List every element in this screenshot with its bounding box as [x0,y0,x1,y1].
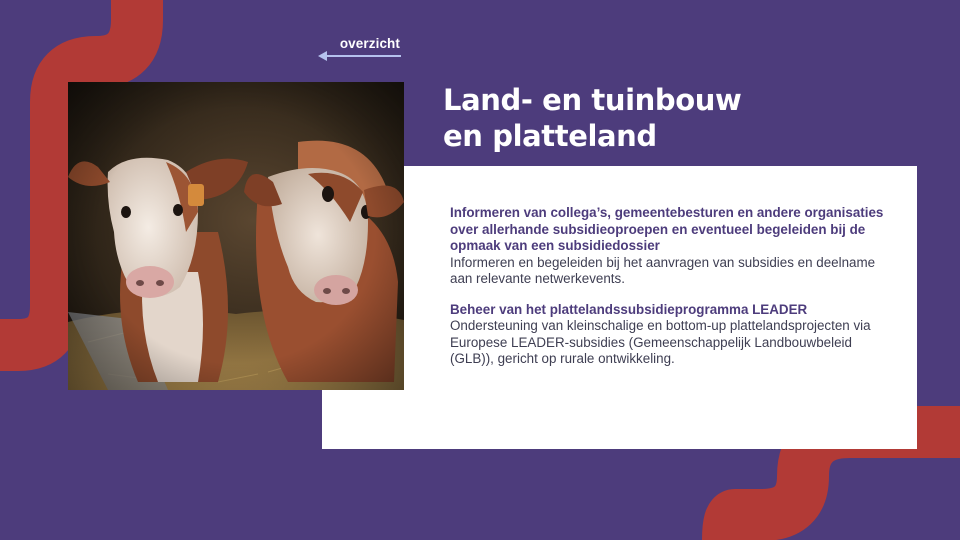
block-heading: Beheer van het plattelandssubsidieprogramma LEADER [450,301,808,317]
block-body: Informeren en begeleiden bij het aanvragen van subsidies en deelname aan relevante netwerkevents. [450,254,876,286]
calves-photo [68,82,404,390]
block-heading: Informeren van collega’s, gemeentebesturen en andere organisaties over allerhande subsidieoproepen en eventueel begeleiden bij de opmaak van een subsidiedossier [450,205,884,253]
info-block-subsidies [450,205,890,288]
card-text [450,205,890,368]
block-body: Ondersteuning van kleinschalige en bottom-up plattelandsprojecten via Europese LEADER-subsidies (Gemeenschappelijk Landbouwbeleid (GLB)), gericht op rurale ontwikkeling. [450,318,871,366]
page-title-line-1: Land- en tuinbouw [443,83,742,117]
overview-back-label: overzicht [339,36,400,51]
overview-back-link[interactable] [318,36,404,64]
info-block-leader [450,302,890,368]
page-title [443,82,741,154]
page-title-line-2: en platteland [443,119,657,153]
arrow-left-icon [318,50,404,62]
content-card [322,166,917,449]
